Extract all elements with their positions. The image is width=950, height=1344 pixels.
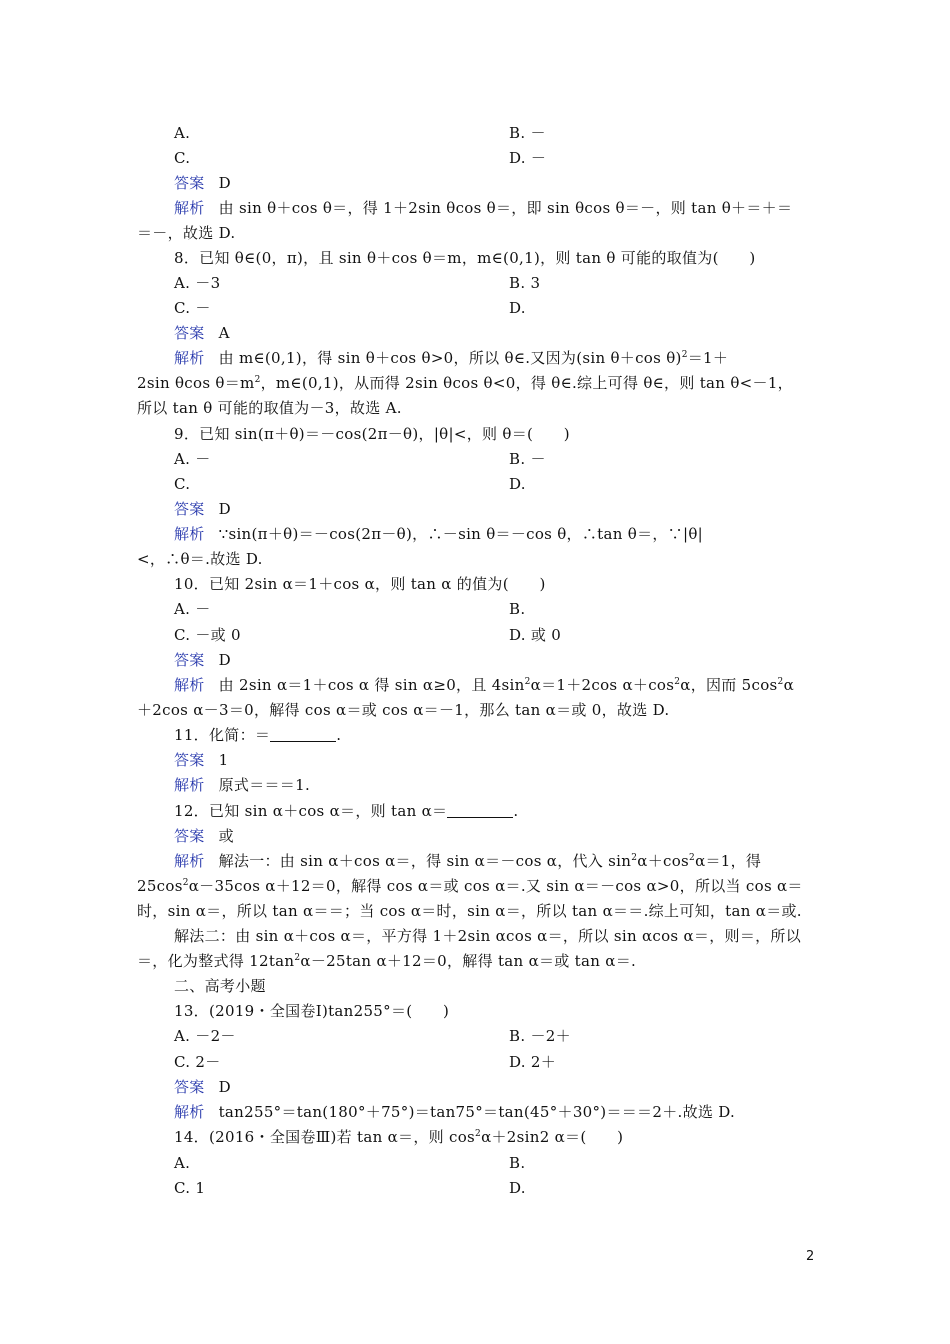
q12-analysis-line-5 [137,951,636,971]
q13-option-d: D. 2＋ [509,1053,557,1071]
analysis-text: α，因而 5cos [680,676,778,694]
superscript: 2 [182,878,189,888]
q12-analysis-line-3: 时，sin α＝，所以 tan α＝＝；当 cos α＝时，sin α＝，所以 tan α＝＝.综上可知，tan α＝或. [137,902,802,920]
q7-option-c: C. [174,149,191,167]
page-number: 2 [806,1249,815,1264]
q12-analysis-line-2 [137,876,803,896]
q7-option-a: A. [174,124,191,142]
analysis-text: α [783,676,795,694]
q13-analysis [174,1102,735,1122]
q8-option-d: D. [509,299,526,317]
q13-stem: 13．(2019・全国卷Ⅰ)tan255°＝( ) [174,1002,450,1020]
answer-label: 答案 [174,827,205,845]
q14-option-c: C. 1 [174,1179,206,1197]
analysis-text: α＝1＋2cos α＋cos [530,676,675,694]
answer-label: 答案 [174,500,205,518]
q8-analysis-line-1 [174,348,728,368]
superscript: 2 [689,853,696,863]
q8-option-a: A. －3 [174,274,221,292]
superscript: 2 [631,853,638,863]
q10-option-d: D. 或 0 [509,626,562,644]
q8-option-c: C. － [174,299,211,317]
stem-text: . [336,726,342,744]
q13-answer [174,1077,231,1097]
analysis-label: 解析 [174,199,205,217]
analysis-text: 由 m∈(0,1)，得 sin θ＋cos θ>0，所以 θ∈.又因为(sin θ＋cos θ) [218,349,682,367]
q13-option-a: A. －2－ [174,1027,236,1045]
stem-text: α＋2sin2 α＝( ) [481,1128,624,1146]
superscript: 2 [681,350,688,360]
q11-analysis [174,775,310,795]
q10-analysis-line-2: ＋2cos α－3＝0，解得 cos α＝或 cos α＝－1，那么 tan α＝或 0，故选 D. [137,701,670,719]
superscript: 2 [674,677,681,687]
q9-answer [174,499,231,519]
superscript: 2 [475,1129,482,1139]
answer-label: 答案 [174,174,205,192]
q9-option-a: A. － [174,450,211,468]
stem-text: 11．化简：＝ [174,726,271,744]
analysis-label: 解析 [174,776,205,794]
analysis-text: 原式＝＝＝1. [218,776,311,794]
analysis-text: α－35cos α＋12＝0，解得 cos α＝或 cos α＝.又 sin α＝－cos α>0，所以当 cos α＝ [188,877,803,895]
superscript: 2 [254,375,261,385]
analysis-text: 25cos [137,877,183,895]
q7-answer [174,173,231,193]
superscript: 2 [524,677,531,687]
q12-analysis-line-1 [174,851,761,871]
answer-label: 答案 [174,751,205,769]
section-heading: 二、高考小题 [174,977,266,995]
analysis-text: 由 sin θ＋cos θ＝，得 1＋2sin θcos θ＝，即 sin θcos θ＝－，则 tan θ＋＝＋＝ [218,199,793,217]
answer-label: 答案 [174,324,205,342]
answer-value: D [218,500,231,518]
stem-text: . [513,802,519,820]
q11-answer [174,750,228,770]
answer-label: 答案 [174,651,205,669]
q12-stem [174,801,518,821]
q14-option-b: B. [509,1154,526,1172]
q12-answer [174,826,234,846]
analysis-label: 解析 [174,525,205,543]
analysis-text: tan255°＝tan(180°＋75°)＝tan75°＝tan(45°＋30°)＝＝＝2＋.故选 D. [218,1103,736,1121]
q10-option-c: C. －或 0 [174,626,241,644]
answer-value: D [218,651,231,669]
analysis-text: 解法一：由 sin α＋cos α＝，得 sin α＝－cos α，代入 sin [218,852,632,870]
superscript: 2 [777,677,784,687]
q8-analysis-line-2 [137,373,793,393]
q14-option-d: D. [509,1179,526,1197]
answer-value: D [218,1078,231,1096]
q11-stem [174,725,341,745]
answer-value: A [218,324,230,342]
analysis-label: 解析 [174,349,205,367]
analysis-text: ＝1＋ [687,349,729,367]
analysis-text: ，m∈(0,1)，从而得 2sin θcos θ<0，得 θ∈.综上可得 θ∈，则 tan θ<－1， [260,374,793,392]
analysis-label: 解析 [174,852,205,870]
answer-value: 或 [218,827,234,845]
q7-analysis-line-1 [174,198,792,218]
q8-stem: 8．已知 θ∈(0，π)，且 sin θ＋cos θ＝m，m∈(0,1)，则 tan θ 可能的取值为( ) [174,249,756,267]
answer-value: D [218,174,231,192]
analysis-text: ＝，化为整式得 12tan [137,952,295,970]
q9-analysis-line-2: <，∴θ＝.故选 D. [137,550,263,568]
analysis-text: α＝1，得 [695,852,762,870]
q7-option-d: D. － [509,149,547,167]
analysis-text: α－25tan α＋12＝0，解得 tan α＝或 tan α＝. [300,952,637,970]
q7-option-b: B. － [509,124,546,142]
q7-analysis-line-2: ＝－，故选 D. [137,224,236,242]
q9-option-c: C. [174,475,191,493]
answer-value: 1 [218,751,229,769]
stem-text: 12．已知 sin α＋cos α＝，则 tan α＝ [174,802,448,820]
analysis-label: 解析 [174,1103,205,1121]
q10-analysis-line-1 [174,675,794,695]
q9-option-b: B. － [509,450,546,468]
analysis-text: α＋cos [637,852,690,870]
q10-option-a: A. － [174,600,211,618]
analysis-label: 解析 [174,676,205,694]
superscript: 2 [294,953,301,963]
q13-option-b: B. －2＋ [509,1027,571,1045]
q14-option-a: A. [174,1154,191,1172]
answer-label: 答案 [174,1078,205,1096]
q9-analysis-line-1 [174,524,703,544]
q8-answer [174,323,230,343]
q12-analysis-line-4: 解法二：由 sin α＋cos α＝，平方得 1＋2sin αcos α＝，所以 sin αcos α＝，则＝，所以 [174,927,802,945]
analysis-text: 由 2sin α＝1＋cos α 得 sin α≥0，且 4sin [218,676,525,694]
q9-stem: 9．已知 sin(π＋θ)＝－cos(2π－θ)，|θ|<，则 θ＝( ) [174,425,570,443]
answer-blank [447,803,513,818]
q10-stem: 10．已知 2sin α＝1＋cos α，则 tan α 的值为( ) [174,575,546,593]
q8-option-b: B. 3 [509,274,541,292]
analysis-text: ∵sin(π＋θ)＝－cos(2π－θ)，∴－sin θ＝－cos θ，∴tan θ＝，∵|θ| [218,525,704,543]
q10-answer [174,650,231,670]
q13-option-c: C. 2－ [174,1053,221,1071]
stem-text: 14．(2016・全国卷Ⅲ)若 tan α＝，则 cos [174,1128,476,1146]
q14-stem [174,1127,623,1147]
answer-blank [270,727,336,742]
q9-option-d: D. [509,475,526,493]
q10-option-b: B. [509,600,526,618]
q8-analysis-line-3: 所以 tan θ 可能的取值为－3，故选 A. [137,399,402,417]
analysis-text: 2sin θcos θ＝m [137,374,255,392]
